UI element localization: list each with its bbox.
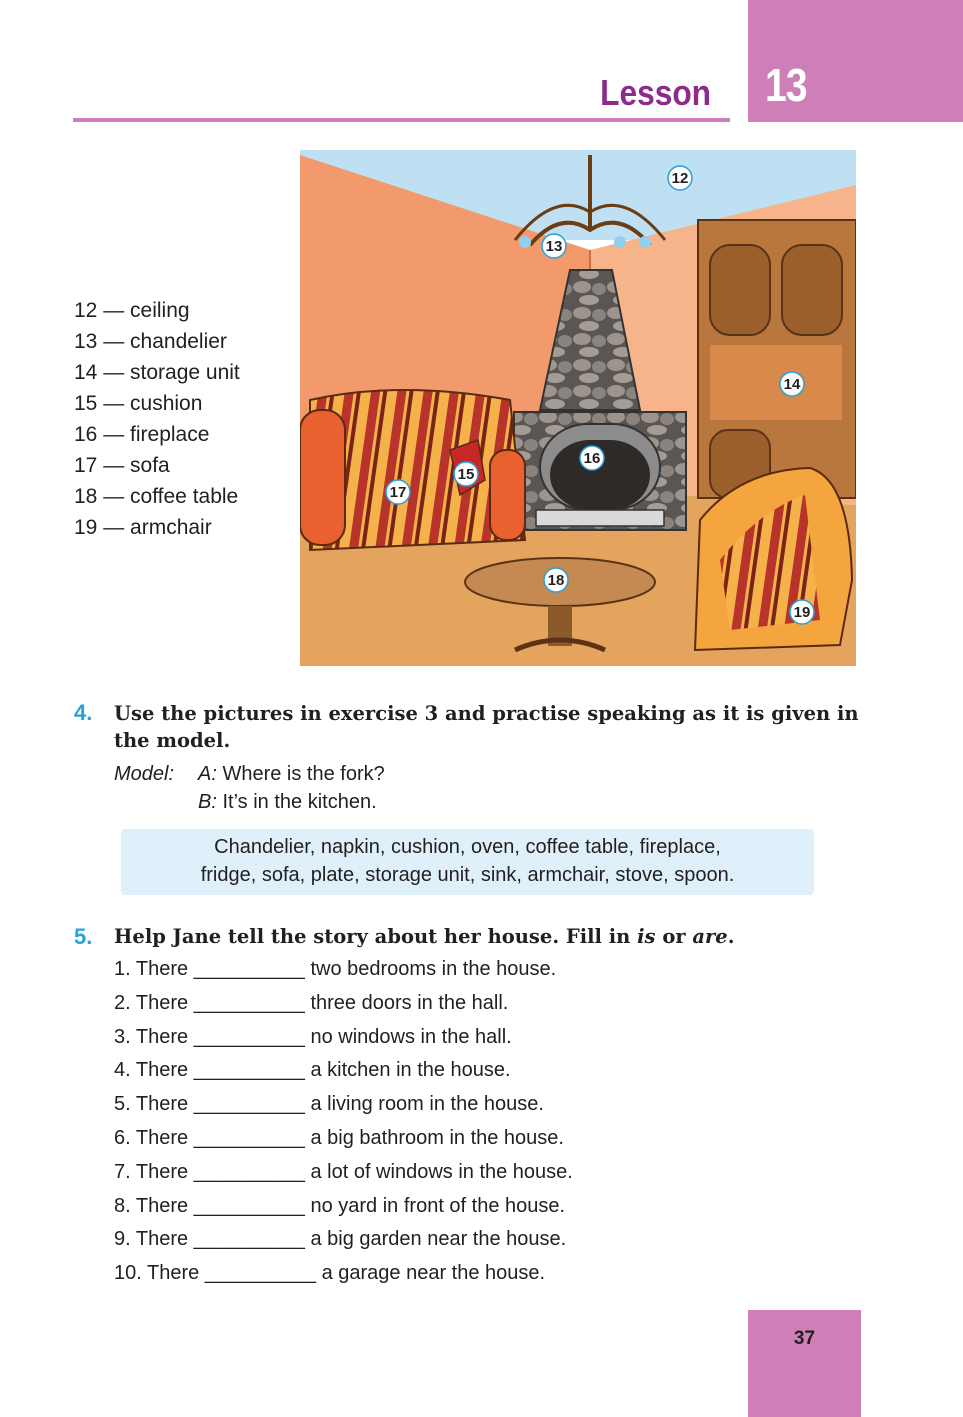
header-rule: [73, 118, 730, 122]
sentence-item: 8. There __________ no yard in front of the house.: [114, 1194, 566, 1217]
line-a-text: Where is the fork?: [222, 763, 385, 785]
line-b-text: It’s in the kitchen.: [222, 791, 377, 813]
word-bank-line: Chandelier, napkin, cushion, oven, coffee table, fireplace,: [214, 836, 721, 858]
sentence-item: 7. There __________ a lot of windows in the house.: [114, 1160, 573, 1183]
sentence-item: 1. There __________ two bedrooms in the house.: [114, 958, 557, 980]
sentence-item: 4. There __________ a kitchen in the house.: [114, 1059, 511, 1082]
exercise-4-instruction: Use the pictures in exercise 3 and practise speaking as it is given in the model.: [114, 702, 859, 752]
fill-in-sentences: [114, 955, 573, 1293]
legend-item: 17 — sofa: [74, 454, 170, 477]
sentence-item: 10. There __________ a garage near the house.: [114, 1262, 546, 1285]
svg-text:17: 17: [389, 484, 407, 501]
svg-text:13: 13: [545, 238, 563, 255]
svg-text:18: 18: [547, 572, 565, 589]
callout-13: [542, 234, 566, 258]
sentence-item: 6. There __________ a big bathroom in the house.: [114, 1126, 564, 1149]
option-are: are: [692, 925, 728, 948]
svg-text:16: 16: [583, 450, 601, 467]
svg-text:12: 12: [671, 170, 689, 187]
word-bank-line: fridge, sofa, plate, storage unit, sink, armchair, stove, spoon.: [200, 864, 735, 886]
exercise-5-number: 5.: [74, 924, 93, 949]
speaker-b: B:: [198, 791, 217, 813]
model-label: Model:: [114, 763, 175, 785]
lesson-title: Lesson: [600, 72, 711, 113]
lesson-number: 13: [765, 59, 807, 111]
option-is: is: [637, 925, 656, 948]
legend-item: 14 — storage unit: [74, 361, 240, 384]
exercise-5-instruction: Help Jane tell the story about her house. Fill in is or are.: [114, 925, 735, 948]
page-number: 37: [793, 1328, 816, 1349]
svg-text:19: 19: [793, 604, 811, 621]
living-room-illustration: [300, 150, 856, 666]
callout-17: [386, 480, 410, 504]
sentence-item: 5. There __________ a living room in the house.: [114, 1093, 544, 1116]
legend-item: 19 — armchair: [74, 516, 212, 539]
legend-item: 18 — coffee table: [74, 485, 239, 508]
svg-text:14: 14: [783, 376, 801, 393]
vocabulary-legend: [74, 295, 240, 543]
legend-item: 15 — cushion: [74, 392, 203, 415]
legend-item: 13 — chandelier: [74, 330, 227, 353]
sentence-item: 3. There __________ no windows in the hall.: [114, 1025, 512, 1048]
legend-item: 16 — fireplace: [74, 423, 210, 446]
page-number-tab: [748, 1310, 861, 1417]
model-dialogue: [114, 760, 385, 816]
word-bank: [121, 829, 814, 895]
sentence-item: 9. There __________ a big garden near the house.: [114, 1228, 567, 1251]
callout-14: [780, 372, 804, 396]
exercise-4-number: 4.: [74, 700, 93, 725]
callout-18: [544, 568, 568, 592]
speaker-a: A:: [198, 763, 217, 785]
callout-19: [790, 600, 814, 624]
callout-16: [580, 446, 604, 470]
callout-12: [668, 166, 692, 190]
sentence-item: 2. There __________ three doors in the hall.: [114, 991, 509, 1014]
callout-15: [454, 462, 478, 486]
svg-text:15: 15: [457, 466, 475, 483]
legend-item: 12 — ceiling: [74, 299, 190, 322]
